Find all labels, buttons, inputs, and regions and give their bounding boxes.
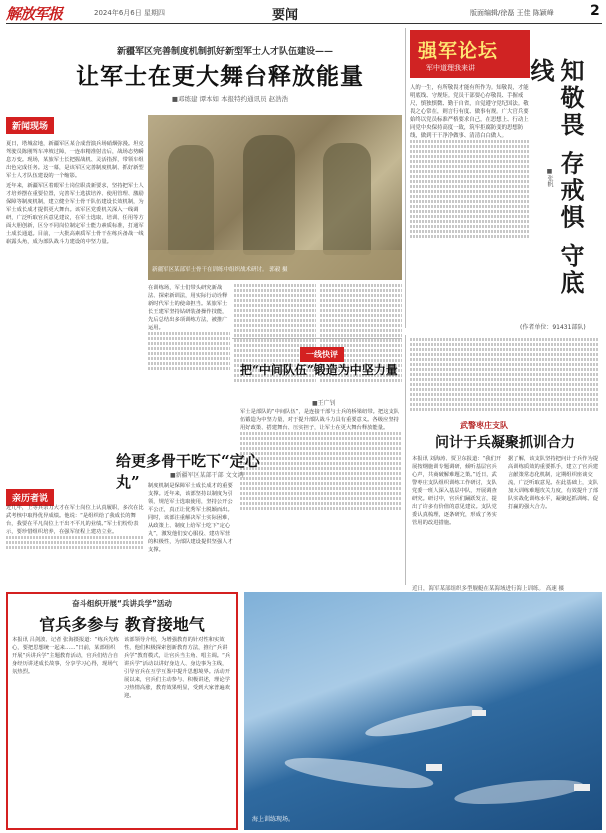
bottom-feature-headline: 官兵多参与 教育接地气 <box>39 615 205 634</box>
right-story-kicker: 武警枣庄支队 <box>460 421 508 430</box>
masthead-logo: 解放军报 <box>6 5 63 23</box>
column-banner <box>410 30 530 78</box>
sea-photo-caption: 海上训练现场。 <box>252 816 295 823</box>
ship-wake-1 <box>363 700 484 743</box>
masthead <box>0 0 606 24</box>
lead-left-column <box>6 114 144 404</box>
lead-photo-caption: 新疆军区某部军士骨干在训练中组织战术研讨。 郭毅 摄 <box>152 267 288 273</box>
right-story-text-a <box>412 455 502 585</box>
right-story-upper-text <box>410 338 598 416</box>
lower-story-body-text: 制度机制是保障军士成长成才的重要支撑。近年来，该部坚持以制度为引领，规范军士选取使用，坚持公开公平公正，真正让优秀军士脱颖而出。同时，该部注重解决军士实际困难，从政策上、制度上给军士吃下“定心丸”，激发他们安心服役、建功军营的积极性，为部队建设提供坚强人才支撑。 <box>148 483 233 553</box>
ground-strip <box>148 250 402 280</box>
sidebar-body-text: 军士是部队的“中间队伍”，是连接干部与士兵的桥梁纽带。把这支队伍锻造为中坚力量，对于提升部队战斗力具有重要意义。各级应坚持用好政策、搭建舞台、压实担子，让军士在更大舞台释放能量。 <box>240 409 400 431</box>
column-body <box>410 84 530 319</box>
right-story-body: 据了解，该支队坚持把问计于兵作为提高训练质效的重要抓手，建立了官兵建言献策常态化机制，定期组织座谈交流，广泛听取意见。在此基础上，支队加大训练难题攻关力度，有效提升了部队实战化训练水平，凝聚起抓训练、促打赢的强大合力。 <box>508 456 599 510</box>
bottom-feature-byline: 本报讯 吕剑波、记者 张海摄报道：“练兵先练心，要把思想统一起来……”日前，某部组织开展“兵讲兵学”主题教育活动，官兵们结合自身经历讲述成长故事，分享学习心得，现场气氛热烈。 <box>12 637 119 675</box>
bottom-feature-body: 该部领导介绍，为增强教育的针对性和实效性，他们积极探索创新教育方法，推行“兵讲兵学”教育模式，让官兵当主角、唱主调。“兵讲兵学”活动以讲好身边人、身边事为主线，引导官兵在互学互鉴中提升思想境界。活动开展以来，官兵们主动参与、积极讲述，理论学习热情高涨，教育效果明显，受到大家普遍欢迎。 <box>124 637 231 699</box>
lead-headline: 让军士在更大舞台释放能量 <box>76 63 364 90</box>
soldier-figure-1 <box>168 145 214 255</box>
sidebar-headline: 把“中间队伍”锻造为中坚力量 <box>240 363 398 377</box>
lower-story-headline: 给更多骨干吃下“定心丸” <box>116 452 260 491</box>
column-source-note: (作者单位：91431部队) <box>520 324 586 331</box>
column-subtitle: 军中道理我来讲 <box>426 64 475 72</box>
sidebar-body <box>240 408 402 578</box>
column-divider <box>405 28 406 328</box>
right-story-byline: 本报讯 刘海涛、贾卫东报道：“我们开展按纲施训专题调研，倾听基层官兵心声，共商破解难题之策。”近日，武警枣庄支队组织训练工作研讨，支队党委一班人深入基层中队，开展调查研究。研讨中，官兵们踊跃发言，提出了许多有价值的意见建议。支队党委认真梳理，逐条研究，形成了务实管用的改进措施。 <box>412 456 502 526</box>
lead-kicker: 新疆军区完善制度机制抓好新型军士人才队伍建设—— <box>116 47 333 57</box>
bottom-feature-col-1 <box>12 636 120 826</box>
lower-story-body <box>148 482 234 582</box>
sidebar-top-rule <box>232 338 402 339</box>
lower-story-byline: ■新疆军区某部干部 文文鸿 <box>170 472 244 479</box>
lead-lower-column-1 <box>148 284 230 404</box>
visit-body <box>6 504 144 582</box>
column-body-text: 人的一生，有所敬畏才能有所作为。知敬畏，才能明底线、守规矩。党员干部要心存敬畏、手握戒尺，慎独慎微、勤于自省，自觉遵守党纪国法。敬畏之心常在，则言行有度、做事有规。广大官兵要始终以党员标准严格要求自己，在思想上、行动上同党中央保持高度一致，筑牢拒腐防变的思想防线，做到干干净净做事、清清白白做人。 <box>410 85 529 139</box>
masthead-rule <box>6 23 602 24</box>
sidebar-tag-box <box>300 342 344 362</box>
right-story-photo-caption: 近日，海军某部组织多型舰艇在某海域进行海上训练。 高速 摄 <box>412 586 564 592</box>
soldier-figure-3 <box>323 143 371 255</box>
bottom-feature-kicker: 奋斗组织开展“兵讲兵学”活动 <box>72 599 172 608</box>
section-name: 要闻 <box>272 8 299 23</box>
visit-body-text: 近几年，上等兵余力大才在军士岗位上认真履职，多次在比武考核中取得优异成绩。他说：“是组织给了我成长的舞台，我要在平凡岗位上干出不平凡的业绩。”军士们纷纷表示，要珍惜组织培养，在强军征程上建功立业。 <box>6 505 144 535</box>
visit-tag: 亲历者说 <box>6 489 54 506</box>
lead-body-text: 近年来，新疆军区着眼军士岗位职责新要求，坚持把军士人才培养摆在重要位置，完善军士选拔培养、使用管理、激励保障等制度机制，建立健全军士骨干队伍建设长效机制，为军士成长成才提供更大舞台。该军区党委机关深入一线调研，广泛听取官兵意见建议，在军士选取、培训、任用等方面大胆创新，区分不同岗位制定军士能力素质标准，打通军士成长通道。目前，一大批高素质军士骨干在练兵备战一线崭露头角，成为部队战斗力建设的中坚力量。 <box>6 183 144 245</box>
ship-wake-3 <box>453 775 584 808</box>
page-number: 2 <box>590 3 600 19</box>
sidebar-tag: 一线快评 <box>300 347 344 362</box>
right-story-text-b <box>508 455 600 585</box>
masthead-date: 2024年6月6日 星期四 <box>94 9 165 17</box>
lead-byline: ■邓练建 谭本如 本报特约通讯员 赵浩浩 <box>171 95 289 103</box>
bottom-sea-photo <box>244 592 602 830</box>
news-tag: 新闻现场 <box>6 117 54 134</box>
column-title: 强军论坛 <box>418 40 499 62</box>
right-story-headline: 问计于兵凝聚抓训合力 <box>435 435 575 451</box>
ship-3 <box>574 784 590 791</box>
ship-wake-2 <box>283 752 435 795</box>
lead-lower-text: 在训练场，军士们带头研究新战法、探索新训法，用实际行动诠释新时代军士的使命担当。某旅军士长王建军坚持钻研装备操作技能，先后总结出多项训练方法，被推广运用。 <box>148 285 228 331</box>
column-vertical-headline: 知敬畏 存戒惧 守底线 <box>526 58 585 297</box>
visit-tag-box <box>6 486 54 506</box>
ship-2 <box>426 764 442 771</box>
right-story-divider <box>405 335 406 585</box>
page-editors: 版面编辑/徐磊 王佳 陈颖峰 <box>470 9 554 17</box>
lead-photo <box>148 115 402 280</box>
ship-1 <box>472 710 486 716</box>
lead-opening-text: 夏日，塔城盆地，新疆军区某合成营演兵场硝烟弥漫。坦克驾驶员陈刚驾车冲坡过障，一连串精准射击后，战场态势瞬息万变。现场，某旅军士长把握战机、灵活指挥，带领车组出色完成任务。这一幕，是该军区完善制度机制、抓好新型军士人才队伍建设的一个缩影。 <box>6 141 144 179</box>
sidebar-author: ■王广钊 <box>312 400 336 407</box>
soldier-figure-2 <box>243 135 295 255</box>
bottom-feature-col-2 <box>124 636 232 826</box>
column-author: ■张帆 <box>546 168 553 187</box>
